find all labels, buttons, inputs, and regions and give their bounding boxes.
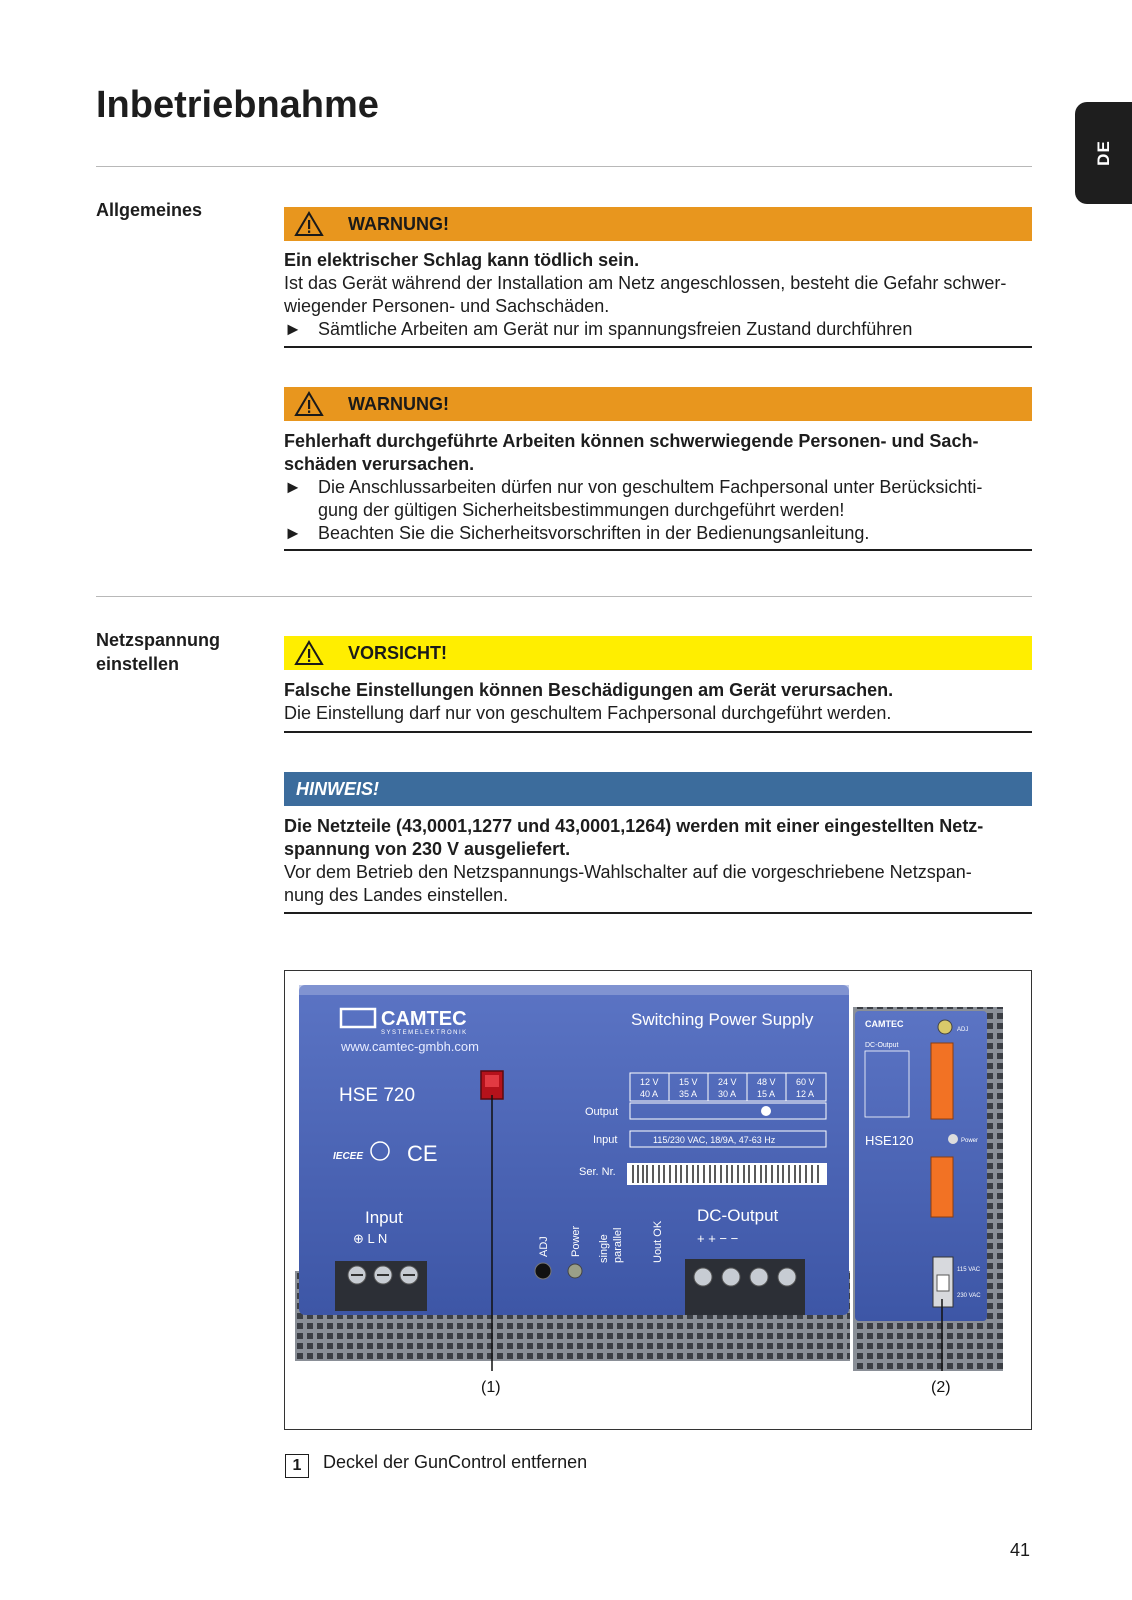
- bullet-text: Sämtliche Arbeiten am Gerät nur im spannungsfreien Zustand durchführen: [318, 319, 913, 339]
- warning-end-rule: [284, 549, 1032, 551]
- language-tab[interactable]: [1075, 102, 1132, 204]
- note-lead: spannung von 230 V ausgeliefert.: [284, 839, 571, 859]
- small-brand: CAMTEC: [865, 1019, 904, 1029]
- small-dc-connector: [931, 1043, 953, 1119]
- section-label-allgemeines: Allgemeines: [96, 200, 203, 220]
- output-current: 15 A: [757, 1089, 776, 1099]
- bullet-arrow-icon: ►: [284, 319, 302, 339]
- note-lead: Die Netzteile (43,0001,1277 und 43,0001,1264) werden mit einer eingestellten Netz-: [284, 816, 984, 836]
- note-end-rule: [284, 912, 1032, 914]
- ctrl-adj-label: ADJ: [538, 1236, 550, 1257]
- ctrl-parallel-label: parallel: [612, 1227, 624, 1263]
- caution-body: [284, 679, 1032, 725]
- warning-lead: Fehlerhaft durchgeführte Arbeiten können schwerwiegende Personen- und Sach-: [284, 431, 979, 451]
- language-tab-label: DE: [1093, 140, 1113, 166]
- bullet-arrow-icon: ►: [284, 523, 302, 543]
- step-number-box: 1: [285, 1454, 309, 1478]
- small-unit-panel: [855, 1011, 987, 1321]
- terminal-dc-pins: + + − −: [697, 1231, 739, 1246]
- ctrl-power-label: Power: [570, 1225, 582, 1257]
- output-voltage: 48 V: [757, 1077, 776, 1087]
- output-selected-indicator: [761, 1106, 771, 1116]
- small-power-led-icon: [948, 1134, 958, 1144]
- warning-title: WARNUNG!: [348, 214, 449, 234]
- warning-body-2: [284, 430, 1032, 545]
- caution-lead: Falsche Einstellungen können Beschädigungen am Gerät verursachen.: [284, 680, 894, 700]
- bullet-text: gung der gültigen Sicherheitsbestimmungen durchgeführt werden!: [318, 500, 845, 520]
- section-divider: [96, 596, 1032, 597]
- power-supply-illustration: [285, 971, 1031, 1429]
- adj-potentiometer[interactable]: [535, 1263, 551, 1279]
- small-input-connector: [931, 1157, 953, 1217]
- warning-title: WARNUNG!: [348, 394, 449, 414]
- terminal-dc-label: DC-Output: [697, 1206, 779, 1225]
- warning-end-rule: [284, 346, 1032, 348]
- warning-triangle-icon: [294, 211, 324, 237]
- ce-mark-icon: CE: [407, 1141, 438, 1166]
- brand-subtitle: SYSTEMELEKTRONIK: [381, 1030, 468, 1036]
- iecee-mark-icon: IECEE: [333, 1151, 364, 1162]
- bullet-text: Die Anschlussarbeiten dürfen nur von geschultem Fachpersonal unter Berücksichti-: [318, 477, 983, 497]
- small-adj-potentiometer[interactable]: [938, 1020, 952, 1034]
- warning-lead: schäden verursachen.: [284, 454, 475, 474]
- warning-triangle-icon: [294, 391, 324, 417]
- warning-lead: Ein elektrischer Schlag kann tödlich sein.: [284, 250, 640, 270]
- small-230-label: 230 VAC: [957, 1293, 981, 1299]
- callout-label-1: (1): [481, 1379, 501, 1396]
- ctrl-single-label: single: [598, 1234, 610, 1263]
- step-text: Deckel der GunControl entfernen: [323, 1452, 588, 1472]
- note-title: HINWEIS!: [296, 779, 379, 799]
- warning-header-2: [284, 387, 1032, 421]
- ctrl-uout-label: Uout OK: [652, 1220, 664, 1263]
- serial-label: Ser. Nr.: [579, 1166, 616, 1178]
- output-label: Output: [585, 1106, 619, 1118]
- warning-triangle-icon: [294, 640, 324, 666]
- header-divider: [96, 166, 1032, 167]
- section-label-line: einstellen: [96, 654, 180, 674]
- page-number: 41: [1010, 1540, 1031, 1560]
- caution-header: [284, 636, 1032, 670]
- output-current: 35 A: [679, 1089, 698, 1099]
- note-text-line: Vor dem Betrieb den Netzspannungs-Wahlschalter auf die vorgeschriebene Netzspan-: [284, 862, 972, 882]
- output-voltage: 60 V: [796, 1077, 815, 1087]
- bullet-item: [284, 522, 1032, 545]
- terminal-input-label: Input: [365, 1208, 403, 1227]
- note-text-line: nung des Landes einstellen.: [284, 885, 509, 905]
- bullet-item: [284, 476, 1032, 522]
- bullet-text: Beachten Sie die Sicherheitsvorschriften in der Bedienungsanleitung.: [318, 523, 870, 543]
- output-current: 40 A: [640, 1089, 659, 1099]
- terminal-input-pins: ⊕ L N: [353, 1231, 388, 1246]
- warning-header-1: [284, 207, 1032, 241]
- output-voltage: 24 V: [718, 1077, 737, 1087]
- section-label-line: Netzspannung: [96, 630, 220, 650]
- power-supply-figure: [284, 970, 1032, 1430]
- brand-name: CAMTEC: [381, 1008, 467, 1030]
- warning-body-1: [284, 249, 1032, 341]
- callout-label-2: (2): [931, 1379, 951, 1396]
- caution-text-line: Die Einstellung darf nur von geschultem Fachpersonal durchgeführt werden.: [284, 703, 892, 723]
- output-current: 30 A: [718, 1089, 737, 1099]
- power-led-icon: [568, 1264, 582, 1278]
- output-voltage: 15 V: [679, 1077, 698, 1087]
- output-current: 12 A: [796, 1089, 815, 1099]
- warning-text-line: Ist das Gerät während der Installation am Netz angeschlossen, besteht die Gefahr schwer-: [284, 273, 1007, 293]
- caution-end-rule: [284, 731, 1032, 733]
- model-main: HSE 720: [339, 1085, 416, 1106]
- bullet-arrow-icon: ►: [284, 477, 302, 497]
- small-115-label: 115 VAC: [957, 1267, 981, 1273]
- brand-url: www.camtec-gmbh.com: [341, 1039, 479, 1054]
- dc-output-terminal-block: [685, 1259, 805, 1315]
- input-label: Input: [593, 1134, 618, 1146]
- warning-text-line: wiegender Personen- und Sachschäden.: [284, 296, 610, 316]
- product-title: Switching Power Supply: [631, 1010, 814, 1029]
- note-body: [284, 815, 1032, 907]
- page-title: Inbetriebnahme: [96, 84, 379, 126]
- bullet-item: [284, 318, 1032, 341]
- small-dc-output-label: DC-Output: [865, 1042, 899, 1049]
- output-voltage: 12 V: [640, 1077, 659, 1087]
- small-power-label: Power: [961, 1138, 979, 1144]
- input-value: 115/230 VAC, 18/9A, 47-63 Hz: [653, 1135, 776, 1145]
- model-small: HSE120: [865, 1133, 914, 1148]
- caution-title: VORSICHT!: [348, 643, 447, 663]
- note-header: [284, 772, 1032, 806]
- small-adj-label: ADJ: [957, 1027, 969, 1033]
- section-label-netzspannung: [96, 628, 220, 676]
